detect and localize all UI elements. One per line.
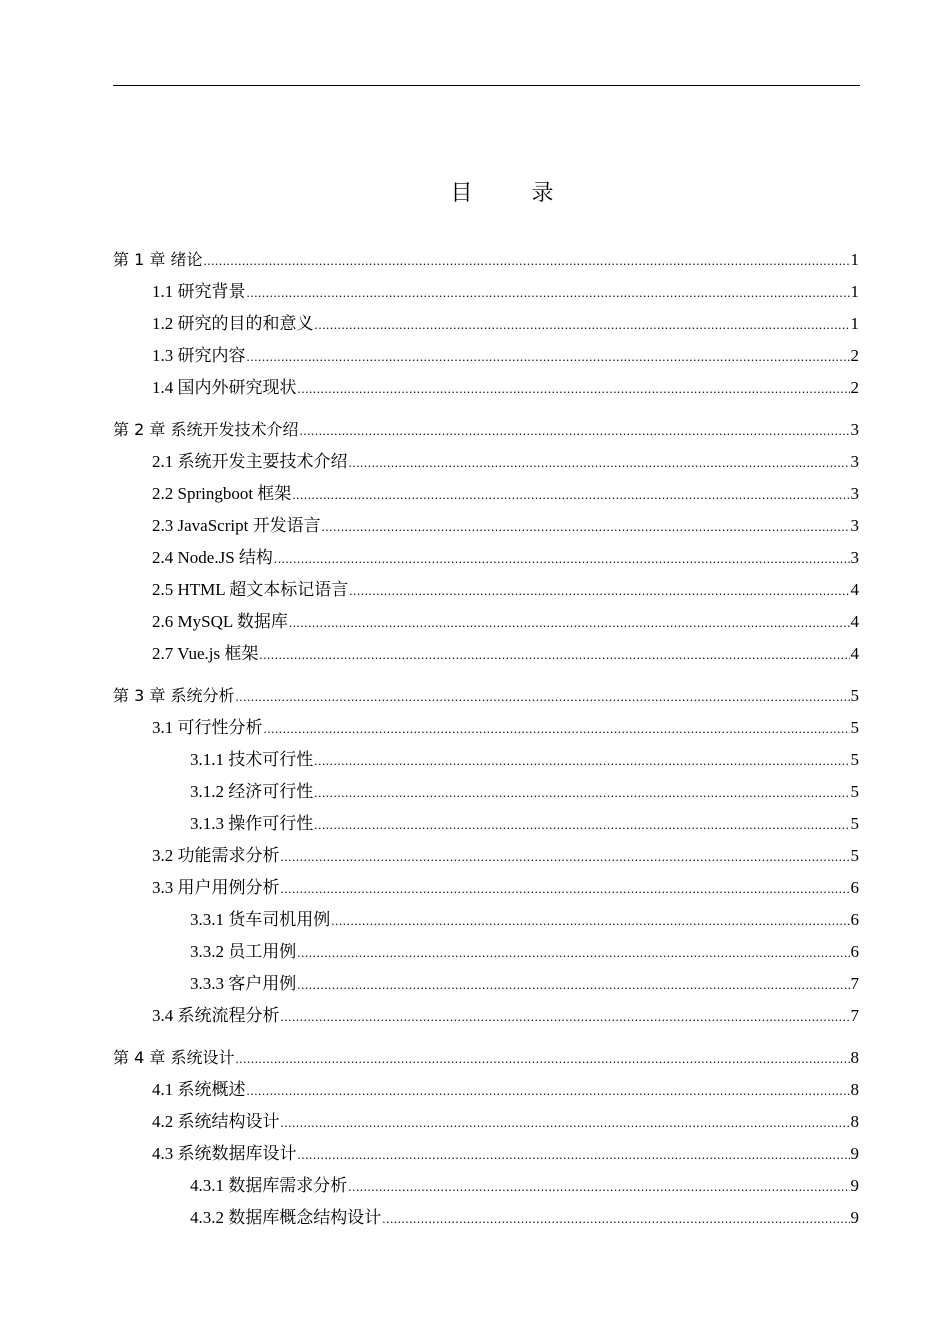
toc-entry-label: 3.3 用户用例分析 bbox=[152, 878, 280, 897]
toc-entry-label: 2.7 Vue.js 框架 bbox=[152, 644, 259, 663]
toc-page-number: 6 bbox=[850, 942, 859, 961]
toc-entry-label: 2.2 Springboot 框架 bbox=[152, 484, 292, 503]
dot-leader bbox=[349, 574, 849, 607]
toc-page-number: 9 bbox=[850, 1176, 859, 1195]
dot-leader bbox=[297, 936, 849, 969]
toc-page-number: 4 bbox=[850, 580, 859, 599]
toc-section-entry[interactable] bbox=[113, 638, 859, 670]
dot-leader bbox=[331, 904, 849, 937]
toc-page-number: 4 bbox=[850, 612, 859, 631]
dot-leader bbox=[281, 1000, 850, 1033]
toc-entry-label: 3.3.1 货车司机用例 bbox=[190, 910, 331, 929]
toc-entry-label: 3.4 系统流程分析 bbox=[152, 1006, 280, 1025]
toc-subsection-entry[interactable] bbox=[113, 1170, 859, 1202]
dot-leader bbox=[292, 478, 849, 511]
dot-leader bbox=[314, 744, 849, 777]
toc-section-entry[interactable] bbox=[113, 606, 859, 638]
toc-page-number: 5 bbox=[850, 846, 859, 865]
toc-page-number: 7 bbox=[850, 1006, 859, 1025]
toc-chapter-entry[interactable] bbox=[113, 244, 859, 276]
toc-entry-label: 2.6 MySQL 数据库 bbox=[152, 612, 288, 631]
toc-entry-label: 1.2 研究的目的和意义 bbox=[152, 314, 314, 333]
toc-page-number: 1 bbox=[850, 250, 859, 269]
toc-entry-label: 4.1 系统概述 bbox=[152, 1080, 246, 1099]
dot-leader bbox=[281, 1106, 850, 1139]
toc-page-number: 2 bbox=[850, 346, 859, 365]
toc-subsection-entry[interactable] bbox=[113, 744, 859, 776]
toc-section-entry[interactable] bbox=[113, 372, 859, 404]
dot-leader bbox=[315, 308, 850, 341]
toc-entry-label: 2.5 HTML 超文本标记语言 bbox=[152, 580, 349, 599]
toc-section-entry[interactable] bbox=[113, 840, 859, 872]
table-of-contents bbox=[113, 244, 859, 1234]
dot-leader bbox=[298, 1138, 850, 1171]
toc-entry-label: 1.1 研究背景 bbox=[152, 282, 246, 301]
toc-entry-label: 第 3 章 系统分析 bbox=[113, 686, 235, 705]
toc-entry-label: 2.3 JavaScript 开发语言 bbox=[152, 516, 321, 535]
toc-page-number: 5 bbox=[850, 718, 859, 737]
toc-page-number: 7 bbox=[850, 974, 859, 993]
toc-page-number: 6 bbox=[850, 878, 859, 897]
toc-page-number: 1 bbox=[850, 314, 859, 333]
dot-leader bbox=[235, 1042, 849, 1075]
toc-section-entry[interactable] bbox=[113, 276, 859, 308]
toc-entry-label: 4.3 系统数据库设计 bbox=[152, 1144, 297, 1163]
header-rule bbox=[113, 85, 860, 86]
toc-entry-label: 1.3 研究内容 bbox=[152, 346, 246, 365]
dot-leader bbox=[297, 968, 849, 1001]
toc-entry-label: 3.1.2 经济可行性 bbox=[190, 782, 314, 801]
toc-entry-label: 3.3.2 员工用例 bbox=[190, 942, 297, 961]
dot-leader bbox=[281, 840, 850, 873]
toc-section-entry[interactable] bbox=[113, 478, 859, 510]
toc-entry-label: 第 1 章 绪论 bbox=[113, 250, 203, 269]
toc-section-entry[interactable] bbox=[113, 308, 859, 340]
toc-chapter-entry[interactable] bbox=[113, 680, 859, 712]
dot-leader bbox=[314, 776, 849, 809]
toc-entry-label: 3.2 功能需求分析 bbox=[152, 846, 280, 865]
dot-leader bbox=[348, 1170, 849, 1203]
dot-leader bbox=[247, 276, 850, 309]
toc-page-number: 8 bbox=[850, 1080, 859, 1099]
toc-page-number: 8 bbox=[850, 1112, 859, 1131]
toc-page-number: 3 bbox=[850, 484, 859, 503]
toc-entry-label: 3.1.3 操作可行性 bbox=[190, 814, 314, 833]
toc-entry-label: 1.4 国内外研究现状 bbox=[152, 378, 297, 397]
toc-section-entry[interactable] bbox=[113, 340, 859, 372]
toc-section-entry[interactable] bbox=[113, 1000, 859, 1032]
toc-section-entry[interactable] bbox=[113, 574, 859, 606]
dot-leader bbox=[349, 446, 850, 479]
toc-entry-label: 第 2 章 系统开发技术介绍 bbox=[113, 420, 299, 439]
dot-leader bbox=[274, 542, 850, 575]
toc-section-entry[interactable] bbox=[113, 1138, 859, 1170]
toc-entry-label: 4.3.1 数据库需求分析 bbox=[190, 1176, 348, 1195]
toc-section-entry[interactable] bbox=[113, 712, 859, 744]
toc-section-entry[interactable] bbox=[113, 446, 859, 478]
toc-entry-label: 4.2 系统结构设计 bbox=[152, 1112, 280, 1131]
toc-page-number: 5 bbox=[850, 750, 859, 769]
toc-subsection-entry[interactable] bbox=[113, 776, 859, 808]
toc-page-number: 6 bbox=[850, 910, 859, 929]
dot-leader bbox=[247, 340, 850, 373]
toc-entry-label: 3.1.1 技术可行性 bbox=[190, 750, 314, 769]
toc-entry-label: 2.1 系统开发主要技术介绍 bbox=[152, 452, 348, 471]
toc-section-entry[interactable] bbox=[113, 1074, 859, 1106]
toc-entry-label: 4.3.2 数据库概念结构设计 bbox=[190, 1208, 382, 1227]
toc-page-number: 9 bbox=[850, 1144, 859, 1163]
toc-page-number: 5 bbox=[850, 782, 859, 801]
dot-leader bbox=[203, 244, 849, 277]
toc-section-entry[interactable] bbox=[113, 872, 859, 904]
toc-subsection-entry[interactable] bbox=[113, 904, 859, 936]
toc-page-number: 4 bbox=[850, 644, 859, 663]
toc-page-number: 3 bbox=[850, 452, 859, 471]
toc-page-number: 5 bbox=[850, 814, 859, 833]
toc-subsection-entry[interactable] bbox=[113, 1202, 859, 1234]
toc-page-number: 3 bbox=[850, 548, 859, 567]
toc-subsection-entry[interactable] bbox=[113, 936, 859, 968]
dot-leader bbox=[322, 510, 850, 543]
toc-entry-label: 3.3.3 客户用例 bbox=[190, 974, 297, 993]
dot-leader bbox=[382, 1202, 849, 1235]
toc-page-number: 3 bbox=[850, 516, 859, 535]
dot-leader bbox=[235, 680, 849, 713]
toc-entry-label: 2.4 Node.JS 结构 bbox=[152, 548, 273, 567]
toc-page-number: 5 bbox=[850, 686, 859, 705]
toc-chapter-entry[interactable] bbox=[113, 414, 859, 446]
toc-page-number: 1 bbox=[850, 282, 859, 301]
dot-leader bbox=[289, 606, 850, 639]
toc-page-number: 8 bbox=[850, 1048, 859, 1067]
dot-leader bbox=[281, 872, 850, 905]
toc-subsection-entry[interactable] bbox=[113, 808, 859, 840]
toc-section-entry[interactable] bbox=[113, 542, 859, 574]
dot-leader bbox=[299, 414, 849, 447]
toc-page-number: 2 bbox=[850, 378, 859, 397]
toc-entry-label: 第 4 章 系统设计 bbox=[113, 1048, 235, 1067]
dot-leader bbox=[264, 712, 850, 745]
toc-chapter-entry[interactable] bbox=[113, 1042, 859, 1074]
toc-section-entry[interactable] bbox=[113, 1106, 859, 1138]
dot-leader bbox=[314, 808, 849, 841]
toc-section-entry[interactable] bbox=[113, 510, 859, 542]
dot-leader bbox=[247, 1074, 850, 1107]
dot-leader bbox=[259, 638, 849, 671]
toc-subsection-entry[interactable] bbox=[113, 968, 859, 1000]
toc-page-number: 9 bbox=[850, 1208, 859, 1227]
toc-page-number: 3 bbox=[850, 420, 859, 439]
toc-entry-label: 3.1 可行性分析 bbox=[152, 718, 263, 737]
dot-leader bbox=[298, 372, 850, 405]
toc-title: 目 录 bbox=[450, 181, 580, 206]
